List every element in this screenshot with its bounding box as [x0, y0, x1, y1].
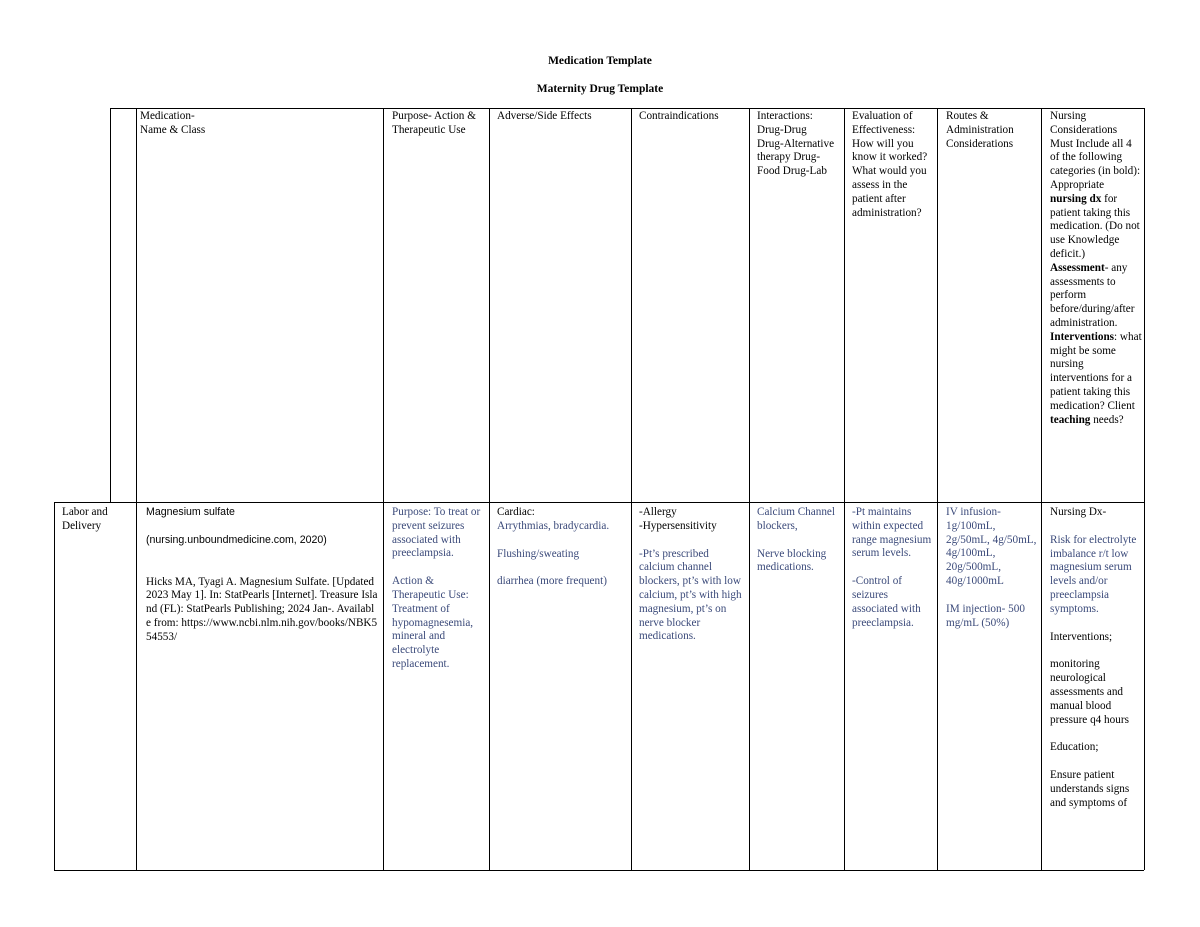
evaluation-item: -Control of seizures associated with preeclampsia. — [852, 575, 921, 629]
nursing-dx-bold: nursing dx — [1050, 192, 1102, 205]
medication-citation: Hicks MA, Tyagi A. Magnesium Sulfate. [Updated 2023 May 1]. In: StatPearls [Internet]. Treasure Island (FL): StatPearls Publishing; 2024 Jan-. Available from: https://www.ncbi.nlm.nih.gov/books/NBK554553/ — [146, 575, 378, 643]
routes-cell — [946, 506, 1038, 630]
col-line — [1144, 108, 1145, 870]
col-line — [54, 502, 55, 870]
col-line — [1041, 108, 1042, 870]
purpose-cell — [392, 506, 484, 672]
adverse-heading: Cardiac: — [497, 506, 535, 518]
header-interactions: Interactions: Drug-Drug Drug-Alternative therapy Drug-Food Drug-Lab — [757, 110, 835, 178]
document-subtitle: Maternity Drug Template — [536, 83, 664, 95]
row-category: Labor and Delivery — [62, 506, 108, 532]
col-line — [631, 108, 632, 870]
col-line — [383, 108, 384, 870]
contra-item: -Hypersensitivity — [639, 519, 717, 532]
teaching-bold: teaching — [1050, 413, 1091, 426]
adverse-effects-cell — [497, 506, 629, 589]
col-line — [110, 108, 111, 502]
nursing-dx-text: Risk for electrolyte imbalance r/t low magnesium serum levels and/or preeclampsia symptoms. — [1050, 533, 1137, 615]
col-line — [489, 108, 490, 870]
header-purpose: Purpose- Action & Therapeutic Use — [392, 110, 476, 136]
evaluation-item: -Pt maintains within expected range magnesium serum levels. — [852, 506, 932, 560]
nursing-intro: Nursing Considerations Must Include all 4 of the following categories (in bold): — [1050, 110, 1141, 178]
route-item: IM injection- 500 mg/mL (50%) — [946, 602, 1025, 629]
medication-name: Magnesium sulfate — [146, 506, 235, 518]
education-label: Education; — [1050, 741, 1099, 754]
action-therapeutic-text: Action & Therapeutic Use: Treatment of hypomagnesemia, mineral and electrolyte replacement. — [392, 575, 474, 670]
route-item: IV infusion- 1g/100mL, 2g/50mL, 4g/50mL, 4g/100mL, 20g/500mL, 40g/1000mL — [946, 506, 1037, 587]
contra-item: -Allergy — [639, 506, 677, 518]
assessment-bold: Assessment — [1050, 261, 1105, 274]
medication-source: (nursing.unboundmedicine.com, 2020) — [146, 533, 327, 546]
adverse-item: Flushing/sweating — [497, 547, 580, 560]
adverse-item: Arrythmias, bradycardia. — [497, 519, 610, 532]
nursing-dx-text-1: Appropriate — [1050, 178, 1105, 191]
interaction-item: Nerve blocking medications. — [757, 547, 827, 574]
interventions-bold: Interventions — [1050, 330, 1115, 343]
header-adverse-effects: Adverse/Side Effects — [497, 110, 592, 122]
col-line — [937, 108, 938, 870]
contraindications-cell — [639, 506, 745, 644]
teaching-text: needs? — [1090, 413, 1124, 426]
interventions-text: monitoring neurological assessments and manual blood pressure q4 hours — [1050, 658, 1129, 726]
evaluation-cell — [852, 506, 936, 630]
header-medication: Medication- Name & Class — [140, 110, 206, 136]
header-nursing-considerations — [1050, 110, 1142, 427]
education-text: Ensure patient understands signs and symptoms of — [1050, 769, 1130, 809]
table-top-border — [110, 108, 1144, 109]
nursing-dx-label: Nursing Dx- — [1050, 506, 1107, 518]
interventions-text: : what might be some nursing interventions for a patient taking this medication? Client — [1050, 330, 1142, 412]
header-routes: Routes & Administration Considerations — [946, 110, 1014, 150]
table-bottom-border — [54, 870, 1144, 871]
document-title: Medication Template — [548, 55, 652, 67]
interventions-label: Interventions; — [1050, 630, 1113, 643]
col-line — [136, 108, 137, 870]
col-line — [749, 108, 750, 870]
purpose-text: Purpose: To treat or prevent seizures associated with preeclampsia. — [392, 506, 481, 560]
adverse-item: diarrhea (more frequent) — [497, 575, 607, 588]
header-contraindications: Contraindications — [639, 110, 719, 122]
interaction-item: Calcium Channel blockers, — [757, 506, 835, 532]
contra-item: -Pt’s prescribed calcium channel blockers, pt’s with low calcium, pt’s with high magnesium, pt’s on nerve blocker medications. — [639, 547, 742, 643]
header-evaluation: Evaluation of Effectiveness: How will you know it worked? What would you assess in the patient after administration? — [852, 110, 928, 219]
col-line — [844, 108, 845, 870]
nursing-dx-text-2: for patient taking this medication. (Do not use Knowledge deficit.) — [1050, 192, 1140, 260]
header-row-divider — [54, 502, 1144, 503]
medication-cell — [146, 506, 378, 645]
assessment-text: - any assessments to perform before/during/after administration. — [1050, 261, 1135, 329]
interactions-cell — [757, 506, 839, 575]
nursing-considerations-cell — [1050, 506, 1142, 868]
